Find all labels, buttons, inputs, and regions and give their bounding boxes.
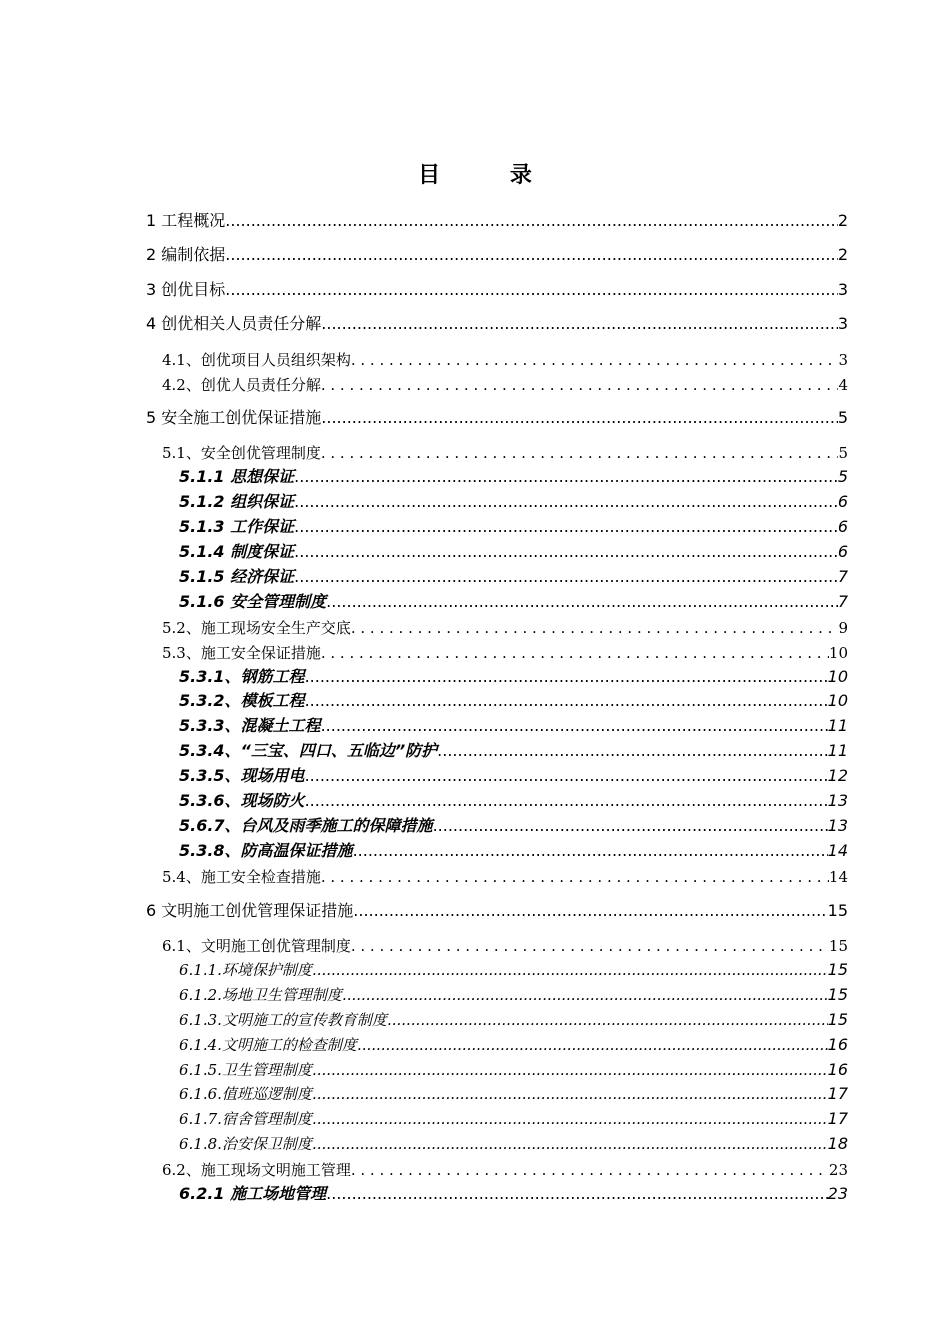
toc-entry[interactable] [179, 716, 848, 736]
dot-leader [351, 1160, 829, 1180]
toc-entry-label: 4 创优相关人员责任分解 [146, 314, 322, 333]
toc-entry-label: 6.1.8.治安保卫制度 [179, 1135, 312, 1153]
toc-entry[interactable] [179, 816, 848, 836]
toc-entry[interactable] [179, 841, 848, 861]
dot-leader [294, 467, 838, 487]
dot-leader [357, 1035, 828, 1055]
toc-entry-label: 1 工程概况 [146, 211, 226, 230]
toc-entry-label: 5.2、施工现场安全生产交底 [162, 619, 351, 637]
toc-entry[interactable] [162, 350, 848, 370]
dot-leader [433, 816, 828, 836]
toc-entry[interactable] [179, 985, 848, 1005]
toc-entry-page: 3 [838, 351, 848, 369]
dot-leader [321, 643, 829, 663]
toc-entry-page: 5 [837, 408, 848, 427]
toc-entry-label: 6.1.1.环境保护制度 [179, 961, 312, 979]
toc-entry-label: 5.3.8、防高温保证措施 [179, 841, 353, 860]
toc-entry[interactable] [179, 1134, 848, 1154]
toc-entry-page: 15 [828, 937, 848, 955]
toc-entry-page: 23 [827, 1184, 848, 1203]
toc-entry[interactable] [179, 567, 848, 587]
dot-leader [225, 280, 838, 300]
toc-entry[interactable] [179, 1060, 848, 1080]
toc-entry-label: 6.1、文明施工创优管理制度 [162, 937, 351, 955]
dot-leader [321, 716, 828, 736]
toc-entry-label: 5.1.2 组织保证 [179, 492, 295, 511]
toc-entry[interactable] [179, 1109, 848, 1129]
toc-entry[interactable] [162, 1160, 848, 1180]
dot-leader [225, 211, 838, 231]
toc-entry[interactable] [179, 467, 848, 487]
dot-leader [321, 314, 838, 334]
toc-entry[interactable] [162, 443, 848, 463]
dot-leader [294, 517, 838, 537]
toc-entry-label: 5.1、安全创优管理制度 [162, 444, 321, 462]
toc-entry-label: 6.1.4.文明施工的检查制度 [179, 1036, 357, 1054]
toc-entry[interactable] [179, 691, 848, 711]
toc-entry-page: 14 [828, 868, 848, 886]
toc-entry-label: 5.3.2、模板工程 [179, 691, 305, 710]
toc-entry-label: 4.1、创优项目人员组织架构 [162, 351, 351, 369]
toc-entry-page: 15 [827, 901, 848, 920]
dot-leader [294, 492, 838, 512]
toc-entry-label: 6.1.2.场地卫生管理制度 [179, 986, 342, 1004]
dot-leader [353, 841, 828, 861]
dot-leader [305, 667, 828, 687]
toc-entry-page: 17 [827, 1084, 848, 1103]
toc-entry-page: 9 [838, 619, 848, 637]
toc-entry-page: 15 [827, 960, 848, 979]
dot-leader [294, 542, 838, 562]
toc-entry[interactable] [146, 245, 848, 265]
toc-entry[interactable] [146, 314, 848, 334]
toc-entry-page: 23 [828, 1161, 848, 1179]
toc-entry-label: 5.3.5、现场用电 [179, 766, 305, 785]
dot-leader [312, 1134, 828, 1154]
toc-entry[interactable] [146, 280, 848, 300]
toc-entry-page: 10 [828, 644, 848, 662]
toc-entry-label: 6.2、施工现场文明施工管理 [162, 1161, 351, 1179]
toc-entry-page: 11 [827, 741, 848, 760]
toc-entry[interactable] [179, 542, 848, 562]
toc-entry-page: 2 [837, 245, 848, 264]
toc-entry-page: 10 [827, 691, 848, 710]
toc-entry-page: 4 [838, 376, 848, 394]
toc-entry-label: 5.3.3、混凝土工程 [179, 716, 321, 735]
toc-entry[interactable] [162, 936, 848, 956]
dot-leader [326, 592, 838, 612]
toc-entry-label: 4.2、创优人员责任分解 [162, 376, 321, 394]
dot-leader [294, 567, 838, 587]
toc-entry-label: 5.4、施工安全检查措施 [162, 868, 321, 886]
dot-leader [326, 1184, 828, 1204]
toc-entry-page: 7 [837, 567, 848, 586]
toc-entry-label: 5.1.3 工作保证 [179, 517, 295, 536]
dot-leader [351, 350, 839, 370]
toc-entry[interactable] [179, 667, 848, 687]
toc-entry-page: 3 [837, 314, 848, 333]
toc-entry-label: 6.2.1 施工场地管理 [179, 1184, 327, 1203]
toc-entry-page: 6 [837, 542, 848, 561]
dot-leader [312, 1109, 828, 1129]
toc-entry[interactable] [179, 1035, 848, 1055]
toc-entry-page: 13 [827, 791, 848, 810]
toc-entry[interactable] [146, 901, 848, 921]
toc-entry[interactable] [146, 211, 848, 231]
toc-entry-label: 6.1.3.文明施工的宣传教育制度 [179, 1011, 387, 1029]
dot-leader [321, 867, 829, 887]
dot-leader [305, 766, 828, 786]
toc-entry[interactable] [179, 766, 848, 786]
dot-leader [351, 618, 839, 638]
toc-entry-page: 3 [837, 280, 848, 299]
toc-entry-page: 5 [838, 444, 848, 462]
toc-entry[interactable] [179, 1084, 848, 1104]
toc-entry[interactable] [179, 1184, 848, 1204]
toc-entry[interactable] [162, 618, 848, 638]
dot-leader [305, 691, 828, 711]
toc-entry[interactable] [162, 867, 848, 887]
toc-entry-label: 5.1.6 安全管理制度 [179, 592, 327, 611]
toc-entry-page: 10 [827, 667, 848, 686]
dot-leader [305, 791, 828, 811]
toc-entry[interactable] [179, 1010, 848, 1030]
toc-entry-page: 2 [837, 211, 848, 230]
dot-leader [312, 1060, 828, 1080]
toc-entry-page: 6 [837, 492, 848, 511]
toc-entry-label: 3 创优目标 [146, 280, 226, 299]
toc-entry-label: 6.1.5.卫生管理制度 [179, 1061, 312, 1079]
toc-entry[interactable] [146, 408, 848, 428]
dot-leader [321, 443, 839, 463]
toc-entry-page: 18 [827, 1134, 848, 1153]
toc-entry-page: 15 [827, 985, 848, 1004]
toc-entry-page: 11 [827, 716, 848, 735]
dot-leader [351, 936, 829, 956]
toc-entry-page: 14 [827, 841, 848, 860]
toc-entry-page: 13 [827, 816, 848, 835]
toc-entry[interactable] [162, 375, 848, 395]
toc-entry-label: 6 文明施工创优管理保证措施 [146, 901, 354, 920]
toc-entry[interactable] [179, 960, 848, 980]
toc-entry[interactable] [179, 517, 848, 537]
toc-entry[interactable] [179, 492, 848, 512]
dot-leader [437, 741, 827, 761]
dot-leader [342, 985, 828, 1005]
toc-entry-page: 5 [837, 467, 848, 486]
toc-entry[interactable] [179, 592, 848, 612]
toc-entry[interactable] [179, 791, 848, 811]
toc-entry-page: 6 [837, 517, 848, 536]
dot-leader [312, 960, 828, 980]
toc-entry-label: 5.3.6、现场防火 [179, 791, 305, 810]
dot-leader [225, 245, 838, 265]
toc-entry-label: 5.1.4 制度保证 [179, 542, 295, 561]
toc-entry-label: 2 编制依据 [146, 245, 226, 264]
dot-leader [321, 375, 839, 395]
toc-entry-page: 7 [837, 592, 848, 611]
toc-entry[interactable] [162, 643, 848, 663]
dot-leader [387, 1010, 828, 1030]
dot-leader [353, 901, 827, 921]
toc-entry-page: 16 [827, 1060, 848, 1079]
toc-entry-page: 17 [827, 1109, 848, 1128]
toc-entry-label: 5 安全施工创优保证措施 [146, 408, 322, 427]
toc-entry-label: 5.1.5 经济保证 [179, 567, 295, 586]
toc-entry-label: 5.3、施工安全保证措施 [162, 644, 321, 662]
toc-entry-label: 6.1.6.值班巡逻制度 [179, 1085, 312, 1103]
toc-title: 目 录 [418, 163, 532, 188]
dot-leader [312, 1084, 828, 1104]
toc-entry-label: 5.1.1 思想保证 [179, 467, 295, 486]
toc-entry-page: 16 [827, 1035, 848, 1054]
toc-entry-label: 5.3.1、钢筋工程 [179, 667, 305, 686]
dot-leader [321, 408, 838, 428]
toc-entry-page: 12 [827, 766, 848, 785]
toc-entry-label: 5.3.4、“三宝、四口、五临边”防护 [179, 741, 438, 760]
toc-entry-page: 15 [827, 1010, 848, 1029]
toc-entry[interactable] [179, 741, 848, 761]
toc-entry-label: 6.1.7.宿舍管理制度 [179, 1110, 312, 1128]
toc-entry-label: 5.6.7、台风及雨季施工的保障措施 [179, 816, 433, 835]
